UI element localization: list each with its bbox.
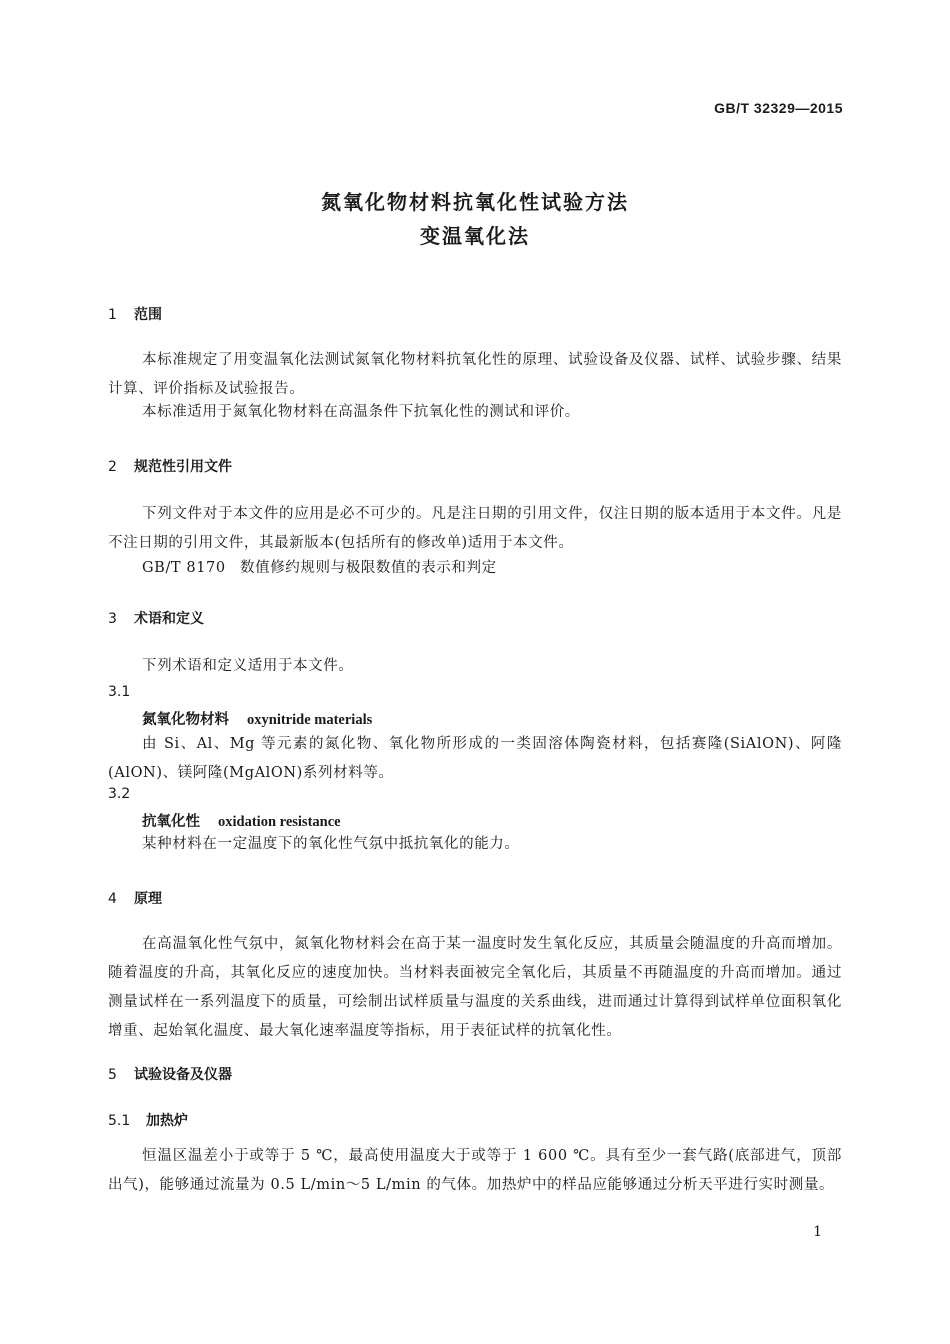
section-number: 1: [108, 307, 117, 323]
section-5-heading: [108, 1064, 232, 1084]
section-3-heading: [108, 608, 204, 628]
page-number: 1: [813, 1224, 822, 1240]
section-1-paragraph-1: 本标准规定了用变温氧化法测试氮氧化物材料抗氧化性的原理、试验设备及仪器、试样、试验步骤、结果计算、评价指标及试验报告。: [108, 352, 842, 397]
term-english: oxynitride materials: [247, 712, 373, 728]
term-3-2-definition: 某种材料在一定温度下的氧化性气氛中抵抗氧化的能力。: [142, 836, 520, 852]
term-3-2-number: 3.2: [108, 786, 131, 802]
term-chinese: 氮氧化物材料: [142, 712, 229, 728]
document-title: 氮氧化物材料抗氧化性试验方法: [321, 190, 629, 214]
section-3-paragraph-1: 下列术语和定义适用于本文件。: [142, 658, 354, 674]
term-3-2: [142, 810, 341, 831]
section-number: 2: [108, 459, 117, 475]
section-4-heading: [108, 888, 162, 908]
section-4-paragraph-1: 在高温氧化性气氛中，氮氧化物材料会在高于某一温度时发生氧化反应，其质量会随温度的升高而增加。随着温度的升高，其氧化反应的速度加快。当材料表面被完全氧化后，其质量不再随温度的升高而增加。通过测量试样在一系列温度下的质量，可绘制出试样质量与温度的关系曲线，进而通过计算得到试样单位面积氧化增重、起始氧化温度、最大氧化速率温度等指标，用于表征试样的抗氧化性。: [108, 936, 842, 1039]
section-number: 4: [108, 891, 117, 907]
section-5-1-heading: [108, 1110, 188, 1130]
section-title: 规范性引用文件: [134, 459, 232, 475]
section-1-heading: [108, 304, 162, 324]
document-subtitle: 变温氧化法: [420, 224, 530, 248]
normative-reference: [142, 556, 497, 577]
term-3-1-definition: 由 Si、Al、Mg 等元素的氮化物、氧化物所形成的一类固溶体陶瓷材料，包括赛隆(SiAlON)、阿隆(AlON)、镁阿隆(MgAlON)系列材料等。: [108, 736, 842, 781]
section-title: 范围: [134, 307, 162, 323]
standard-code: GB/T 32329—2015: [714, 100, 843, 116]
section-5-1-paragraph-1: 恒温区温差小于或等于 5 ℃，最高使用温度大于或等于 1 600 ℃。具有至少一套气路(底部进气，顶部出气)，能够通过流量为 0.5 L/min～5 L/min 的气体。加热炉中的样品应能够通过分析天平进行实时测量。: [108, 1148, 842, 1193]
term-english: oxidation resistance: [218, 814, 341, 830]
term-3-1: [142, 708, 372, 729]
section-number: 3: [108, 611, 117, 627]
section-title: 试验设备及仪器: [134, 1067, 232, 1083]
section-number: 5.1: [108, 1113, 131, 1129]
section-title: 加热炉: [146, 1113, 188, 1129]
reference-title: 数值修约规则与极限数值的表示和判定: [240, 560, 497, 576]
section-title: 原理: [134, 891, 162, 907]
section-number: 5: [108, 1067, 117, 1083]
section-title: 术语和定义: [134, 611, 204, 627]
section-2-heading: [108, 456, 232, 476]
section-1-paragraph-2: 本标准适用于氮氧化物材料在高温条件下抗氧化性的测试和评价。: [142, 404, 580, 420]
term-chinese: 抗氧化性: [142, 814, 200, 830]
section-2-paragraph-1: 下列文件对于本文件的应用是必不可少的。凡是注日期的引用文件，仅注日期的版本适用于本文件。凡是不注日期的引用文件，其最新版本(包括所有的修改单)适用于本文件。: [108, 506, 842, 551]
reference-code: GB/T 8170: [142, 560, 226, 576]
term-3-1-number: 3.1: [108, 684, 131, 700]
